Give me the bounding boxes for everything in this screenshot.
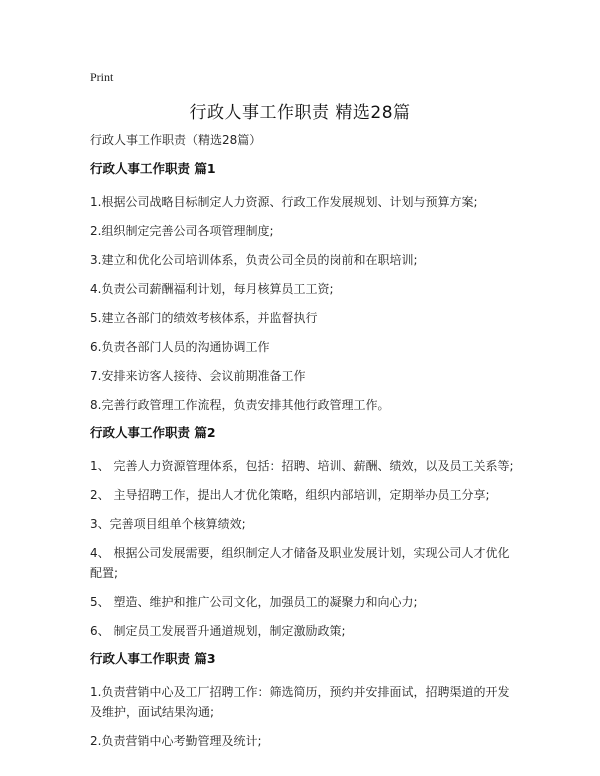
list-item: 5、 塑造、维护和推广公司文化，加强员工的凝聚力和向心力; — [90, 595, 418, 609]
print-label[interactable]: Print — [90, 70, 114, 84]
list-item: 6、 制定员工发展晋升通道规划，制定激励政策; — [90, 624, 346, 638]
section-heading-1: 行政人事工作职责 篇1 — [90, 161, 216, 176]
section-heading-2: 行政人事工作职责 篇2 — [90, 425, 216, 440]
list-item: 8.完善行政管理工作流程，负责安排其他行政管理工作。 — [90, 398, 390, 412]
list-item: 2.组织制定完善公司各项管理制度; — [90, 224, 274, 238]
document-subtitle: 行政人事工作职责（精选28篇） — [90, 133, 262, 147]
list-item: 3.建立和优化公司培训体系，负责公司全员的岗前和在职培训; — [90, 253, 418, 267]
list-item: 7.安排来访客人接待、会议前期准备工作 — [90, 369, 306, 383]
list-item: 4、 根据公司发展需要，组织制定人才储备及职业发展计划，实现公司人才优化配置; — [90, 546, 510, 580]
list-item: 1、 完善人力资源管理体系，包括：招聘、培训、薪酬、绩效，以及员工关系等; — [90, 459, 514, 473]
list-item: 2、 主导招聘工作，提出人才优化策略，组织内部培训，定期举办员工分享; — [90, 488, 490, 502]
list-item: 2.负责营销中心考勤管理及统计; — [90, 734, 262, 748]
list-item: 6.负责各部门人员的沟通协调工作 — [90, 340, 270, 354]
page-title: 行政人事工作职责 精选28篇 — [189, 103, 411, 123]
document-body — [90, 160, 520, 760]
list-item: 3、完善项目组单个核算绩效; — [90, 517, 246, 531]
section-heading-3: 行政人事工作职责 篇3 — [90, 651, 216, 666]
list-item: 1.根据公司战略目标制定人力资源、行政工作发展规划、计划与预算方案; — [90, 195, 478, 209]
list-item: 4.负责公司薪酬福利计划，每月核算员工工资; — [90, 282, 334, 296]
list-item: 1.负责营销中心及工厂招聘工作：筛选简历，预约并安排面试，招聘渠道的开发及维护，面试结果沟通; — [90, 685, 510, 719]
list-item: 5.建立各部门的绩效考核体系，并监督执行 — [90, 311, 318, 325]
